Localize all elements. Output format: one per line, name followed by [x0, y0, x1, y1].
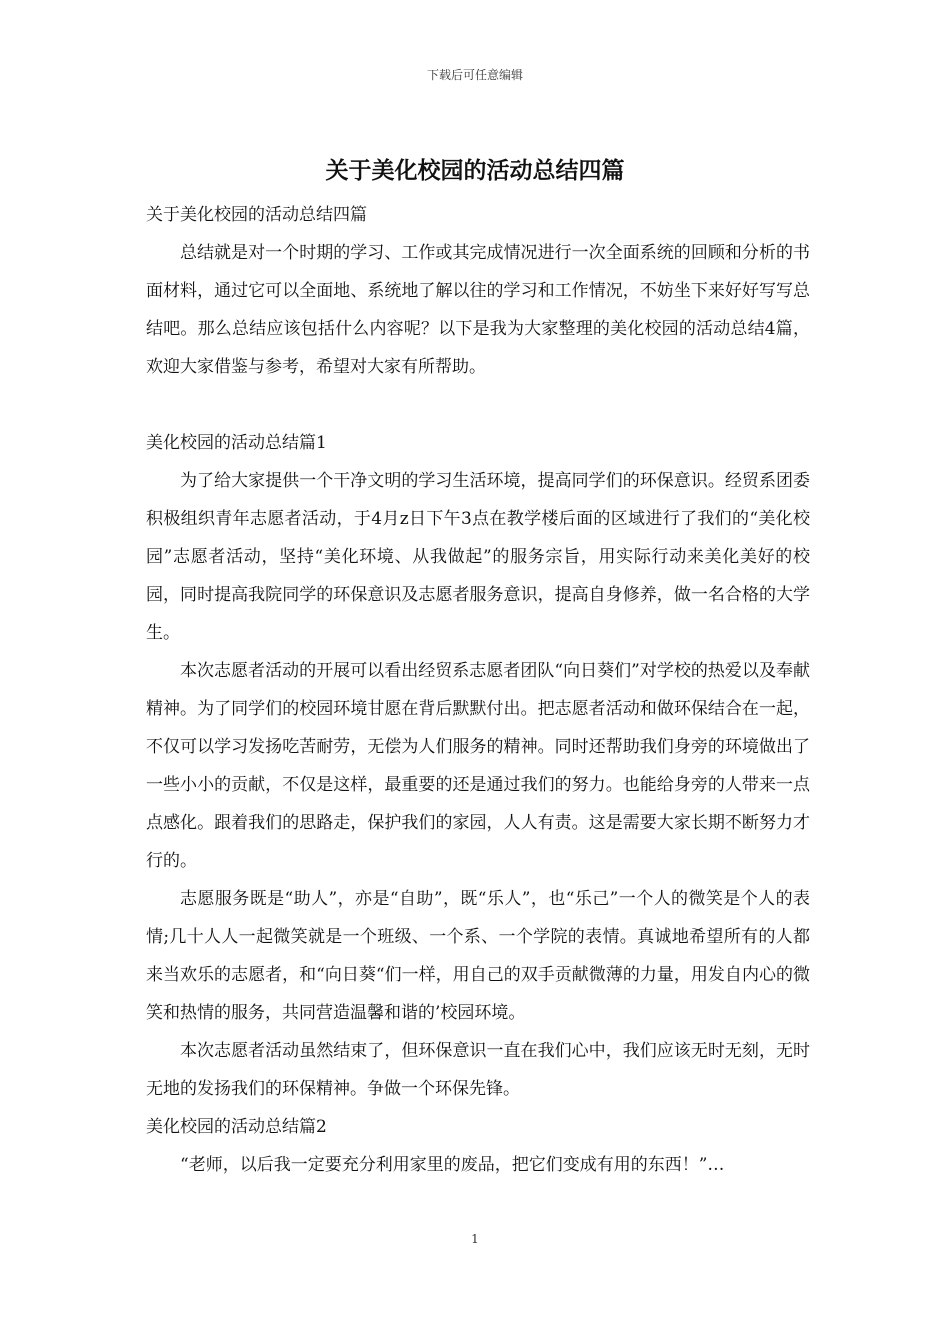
paragraph-2: 本次志愿者活动的开展可以看出经贸系志愿者团队“向日葵们”对学校的热爱以及奉献精神。为了同学们的校园环境甘愿在背后默默付出。把志愿者活动和做环保结合在一起，不仅可以学习发扬吃苦耐劳，无偿为人们服务的精神。同时还帮助我们身旁的环境做出了一些小小的贡献，不仅是这样，最重要的还是通过我们的努力。也能给身旁的人带来一点点感化。跟着我们的思路走，保护我们的家园，人人有责。这是需要大家长期不断努力才行的。	[146, 661, 810, 871]
paragraph-5: “老师，以后我一定要充分利用家里的废品，把它们变成有用的东西！”…	[180, 1155, 725, 1175]
page-number: 1	[471, 1232, 479, 1246]
blank-line	[146, 386, 810, 424]
section-heading-1: 美化校园的活动总结篇1	[146, 433, 327, 453]
section-heading-2: 美化校园的活动总结篇2	[146, 1117, 327, 1137]
paragraph-4: 本次志愿者活动虽然结束了，但环保意识一直在我们心中，我们应该无时无刻，无时无地的发扬我们的环保精神。争做一个环保先锋。	[146, 1041, 810, 1099]
document-body	[146, 196, 810, 1184]
document-subtitle: 关于美化校园的活动总结四篇	[146, 205, 367, 225]
page-header: 下载后可任意编辑	[426, 68, 523, 82]
intro-paragraph: 总结就是对一个时期的学习、工作或其完成情况进行一次全面系统的回顾和分析的书面材料，通过它可以全面地、系统地了解以往的学习和工作情况，不妨坐下来好好写写总结吧。那么总结应该包括什么内容呢？以下是我为大家整理的美化校园的活动总结4篇，欢迎大家借鉴与参考，希望对大家有所帮助。	[146, 243, 810, 377]
paragraph-3: 志愿服务既是“助人”，亦是“自助”，既“乐人”，也“乐己”一个人的微笑是个人的表情;几十人人一起微笑就是一个班级、一个系、一个学院的表情。真诚地希望所有的人都来当欢乐的志愿者，和“向日葵“们一样，用自己的双手贡献微薄的力量，用发自内心的微笑和热情的服务，共同营造温馨和谐的’校园环境。	[146, 889, 810, 1023]
paragraph-1: 为了给大家提供一个干净文明的学习生活环境，提高同学们的环保意识。经贸系团委积极组织青年志愿者活动，于4月z日下午3点在教学楼后面的区域进行了我们的“美化校园”志愿者活动，坚持“美化环境、从我做起”的服务宗旨，用实际行动来美化美好的校园，同时提高我院同学的环保意识及志愿者服务意识，提高自身修养，做一名合格的大学生。	[146, 471, 810, 643]
document-title: 关于美化校园的活动总结四篇	[325, 158, 625, 184]
